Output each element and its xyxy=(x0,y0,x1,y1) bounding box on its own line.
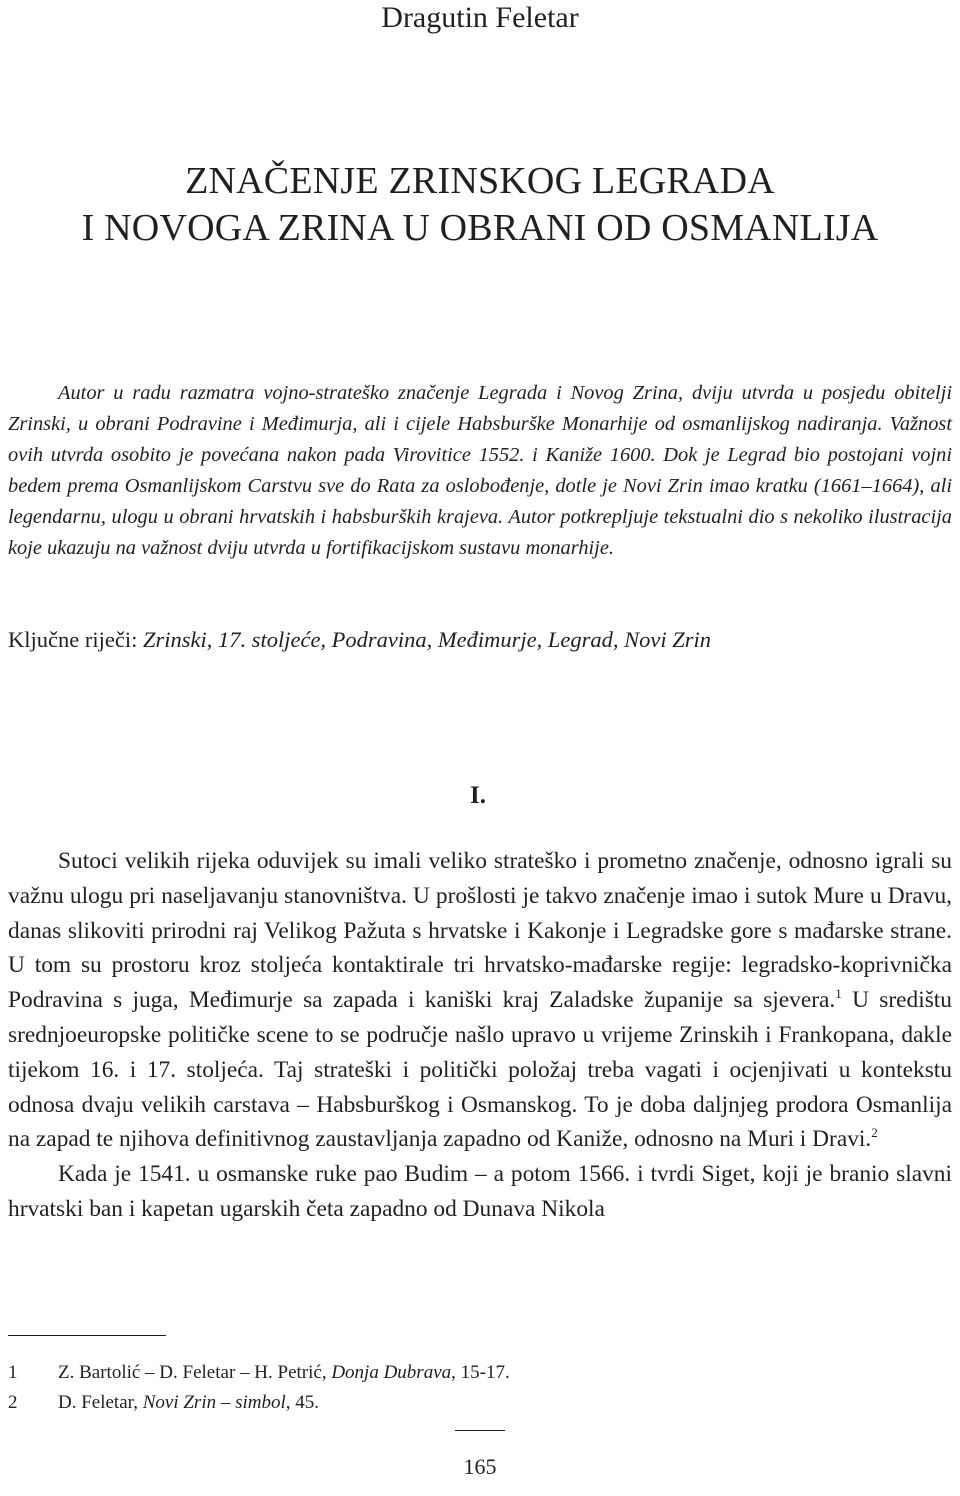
footnote-number: 2 xyxy=(8,1392,18,1413)
footnote-2 xyxy=(8,1388,952,1418)
title-line-2: I NOVOGA ZRINA U OBRANI OD OSMANLIJA xyxy=(81,207,879,249)
title-line-1: ZNAČENJE ZRINSKOG LEGRADA xyxy=(185,160,775,202)
author-name: Dragutin Feletar xyxy=(381,1,579,34)
footnotes xyxy=(8,1358,952,1418)
page-number: 165 xyxy=(463,1454,497,1479)
keywords-value: Zrinski, 17. stoljeće, Podravina, Međimurje, Legrad, Novi Zrin xyxy=(142,627,712,652)
keywords xyxy=(8,624,952,655)
body-text xyxy=(8,844,952,1227)
page-number-rule xyxy=(455,1430,505,1431)
article-title xyxy=(0,158,960,252)
footnote-ref-2[interactable]: 2 xyxy=(871,1125,878,1141)
footnote-text: Z. Bartolić – D. Feletar – H. Petrić, Donja Dubrava, 15-17. xyxy=(58,1362,510,1383)
footnote-number: 1 xyxy=(8,1362,18,1383)
body-paragraph-1-part-1: Sutoci velikih rijeka oduvijek su imali veliko strateško i prometno značenje, odnosno igrali su važnu ulogu pri naseljavanju stanovništva. U prošlosti je takvo značenje imao i sutok Mure u Dravu, danas slikoviti prirodni raj Velikog Pažuta s hrvatske i Kakonje i Legradske gore s mađarske strane. U tom su prostoru kroz stoljeća kontaktirale tri hrvatsko-mađarske regije: legradsko-koprivnička Podravina s juga, Međimurje sa zapada i kaniški kraj Zaladske županije sa sjevera. xyxy=(8,848,952,1014)
keywords-label: Ključne riječi: xyxy=(8,627,143,652)
footnote-ref-1[interactable]: 1 xyxy=(835,986,842,1002)
abstract-text: Autor u radu razmatra vojno-strateško značenje Legrada i Novog Zrina, dviju utvrda u posjedu obitelji Zrinski, u obrani Podravine i Međimurja, ali i cijele Habsburške Monarhije od osmanlijskog nadiranja. Važnost ovih utvrda osobito je povećana nakon pada Virovitice 1552. i Kaniže 1600. Dok je Legrad bio postojani vojni bedem prema Osmanlijskom Carstvu sve do Rata za oslobođenje, dotle je Novi Zrin imao kratku (1661–1664), ali legendarnu, ulogu u obrani hrvatskih i habsburških krajeva. Autor potkrepljuje tekstualni dio s nekoliko ilustracija koje ukazuju na važnost dviju utvrda u fortifikacijskom sustavu monarhije. xyxy=(8,382,952,559)
footnote-text: D. Feletar, Novi Zrin – simbol, 45. xyxy=(58,1392,320,1413)
footnote-1 xyxy=(8,1358,952,1388)
body-paragraph-1 xyxy=(8,844,952,1157)
section-heading: I. xyxy=(470,782,486,809)
body-paragraph-2: Kada je 1541. u osmanske ruke pao Budim – a potom 1566. i tvrdi Siget, koji je branio slavni hrvatski ban i kapetan ugarskih četa zapadno od Dunava Nikola xyxy=(8,1161,952,1222)
footnote-separator xyxy=(8,1335,166,1336)
body-paragraph-1-part-2: U središtu srednjoeuropske političke scene to se područje našlo upravo u vrijeme Zrinskih i Frankopana, dakle tijekom 16. i 17. stoljeća. Taj strateški i politički položaj treba vagati i ocjenjivati u kontekstu odnosa dvaju velikih carstava – Habsburškog i Osmanskog. To je doba daljnjeg prodora Osmanlija na zapad te njihova definitivnog zaustavljanja zapadno od Kaniže, odnosno na Muri i Dravi. xyxy=(8,987,952,1153)
abstract xyxy=(8,378,952,564)
